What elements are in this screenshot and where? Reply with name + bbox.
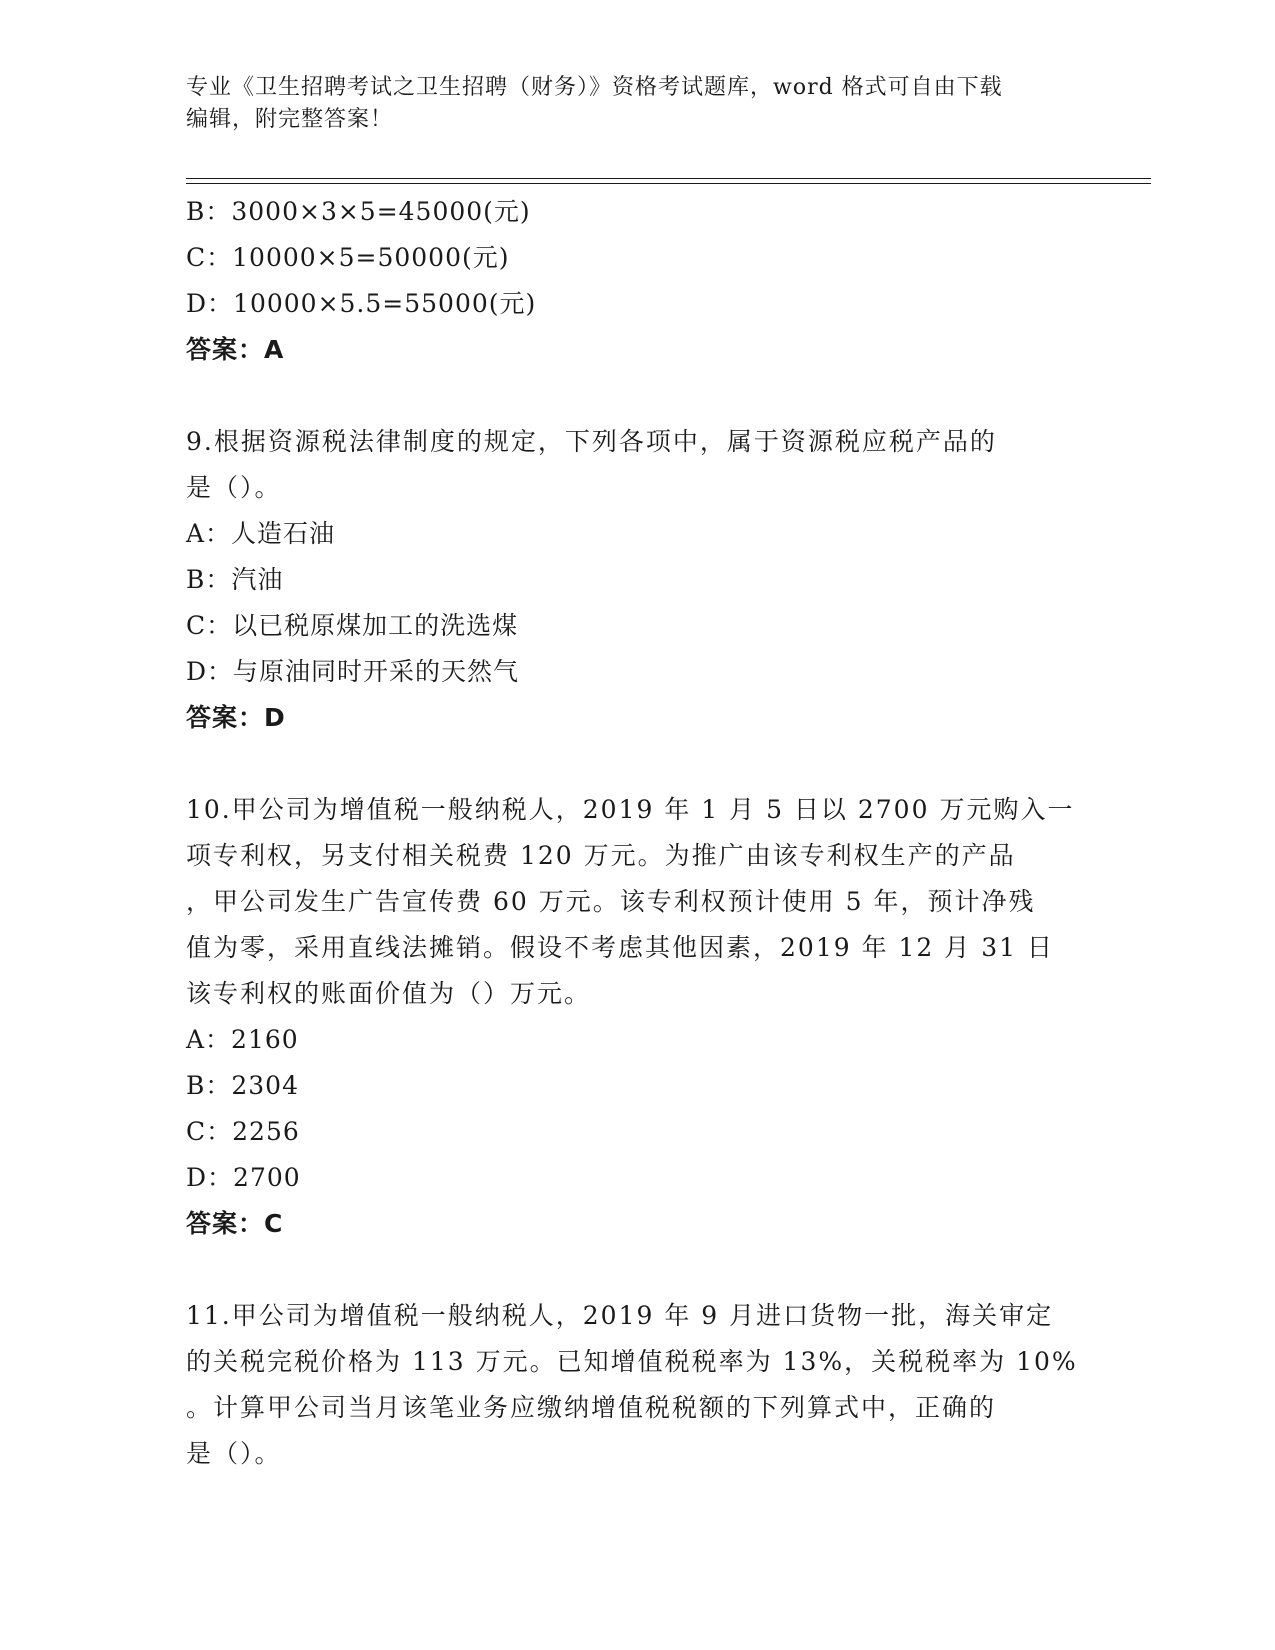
- question-11: [186, 1293, 1086, 1477]
- header-rule-bottom: [186, 183, 1151, 184]
- stem-line: 的关税完税价格为 113 万元。已知增值税税率为 13%，关税税率为 10%: [186, 1347, 1078, 1376]
- option-b: B：2304: [186, 1071, 299, 1100]
- option-d: D：与原油同时开采的天然气: [186, 657, 520, 686]
- header-line-2: 编辑，附完整答案！: [186, 107, 394, 132]
- stem-line: 10.甲公司为增值税一般纳税人，2019 年 1 月 5 日以 2700 万元购入一: [186, 795, 1075, 824]
- stem-line: 项专利权，另支付相关税费 120 万元。为推广由该专利权生产的产品: [186, 841, 1016, 870]
- question-stem: [186, 419, 1086, 511]
- header-line-1: 专业《卫生招聘考试之卫生招聘（财务）》资格考试题库，word 格式可自由下载: [186, 75, 1003, 100]
- option-c: C：2256: [186, 1117, 300, 1146]
- stem-line: 11.甲公司为增值税一般纳税人，2019 年 9 月进口货物一批，海关审定: [186, 1301, 1054, 1330]
- stem-line: ，甲公司发生广告宣传费 60 万元。该专利权预计使用 5 年，预计净残: [186, 887, 1036, 916]
- option-a: A：2160: [186, 1025, 299, 1054]
- header-rule-top: [186, 178, 1151, 179]
- question-9: [186, 419, 1086, 741]
- option-a: A：人造石油: [186, 519, 336, 548]
- question-stem: [186, 1293, 1086, 1477]
- option-b: B：汽油: [186, 565, 284, 594]
- prev-question: [186, 189, 1086, 373]
- spacer: [186, 741, 1086, 787]
- document-header: [186, 72, 1066, 136]
- question-stem: [186, 787, 1086, 1017]
- spacer: [186, 373, 1086, 419]
- question-10: [186, 787, 1086, 1247]
- stem-line: 是（）。: [186, 473, 282, 502]
- stem-line: 9.根据资源税法律制度的规定，下列各项中，属于资源税应税产品的: [186, 427, 997, 456]
- answer-label: 答案：A: [186, 335, 285, 364]
- option-d: D：2700: [186, 1163, 301, 1192]
- stem-line: 值为零，采用直线法摊销。假设不考虑其他因素，2019 年 12 月 31 日: [186, 933, 1054, 962]
- option-d: D：10000×5.5=55000(元): [186, 289, 537, 318]
- option-c: C：10000×5=50000(元): [186, 243, 510, 272]
- spacer: [186, 1247, 1086, 1293]
- answer-label: 答案：C: [186, 1209, 284, 1238]
- answer-label: 答案：D: [186, 703, 286, 732]
- stem-line: 是（）。: [186, 1439, 282, 1468]
- option-b: B：3000×3×5=45000(元): [186, 197, 531, 226]
- question-content: [186, 189, 1086, 1477]
- stem-line: 。计算甲公司当月该笔业务应缴纳增值税税额的下列算式中，正确的: [186, 1393, 997, 1422]
- stem-line: 该专利权的账面价值为（）万元。: [186, 979, 592, 1008]
- option-c: C：以已税原煤加工的洗选煤: [186, 611, 519, 640]
